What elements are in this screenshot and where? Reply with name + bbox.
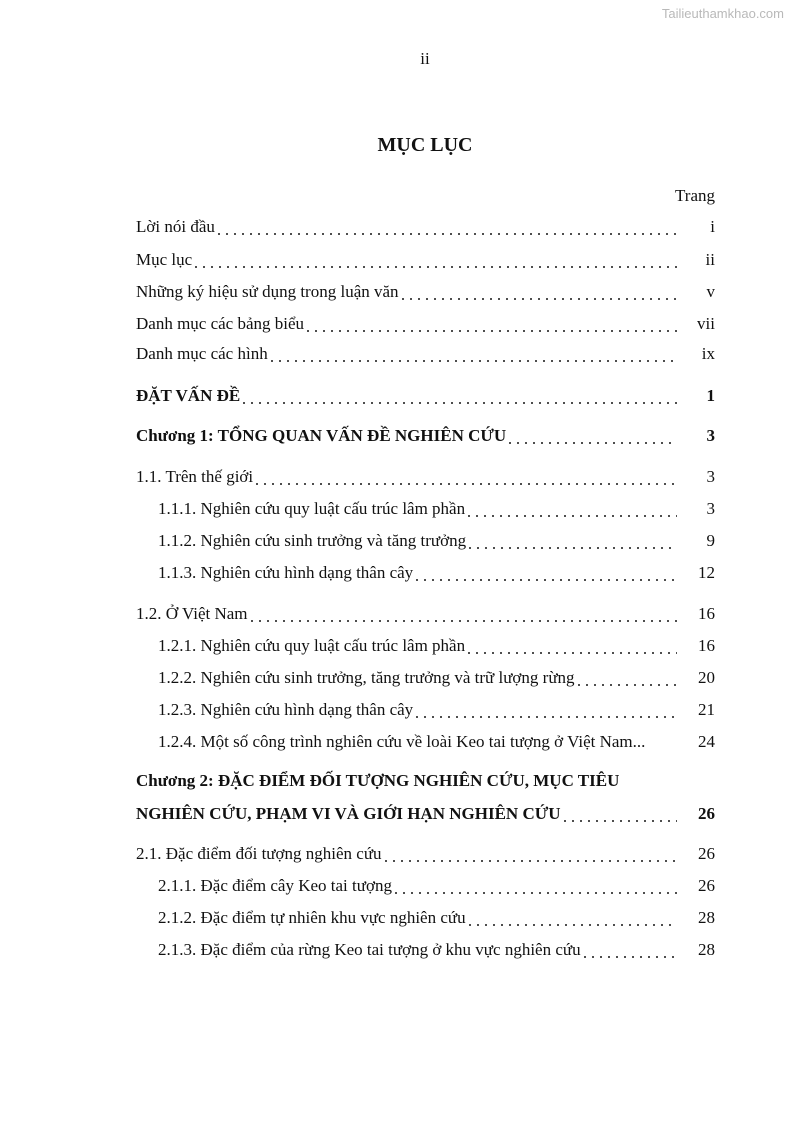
toc-entry-title: 2.1.1. Đặc điểm cây Keo tai tượng xyxy=(158,876,392,895)
dot-leader xyxy=(466,530,677,552)
toc-entry-title: Danh mục các hình xyxy=(136,344,268,363)
toc-entry-title: 2.1.3. Đặc điểm của rừng Keo tai tượng ở khu vực nghiên cứu xyxy=(158,940,581,959)
toc-entry[interactable] xyxy=(158,731,715,753)
toc-entry[interactable] xyxy=(136,216,715,238)
dot-leader xyxy=(575,667,677,689)
toc-entry-title: 2.1. Đặc điểm đối tượng nghiên cứu xyxy=(136,844,382,863)
toc-entry-page: 26 xyxy=(698,804,715,823)
dot-leader xyxy=(581,939,677,961)
toc-entry-page: 28 xyxy=(698,908,715,927)
toc-entry-page: 20 xyxy=(698,668,715,687)
dot-leader xyxy=(248,603,677,625)
toc-entry-page: v xyxy=(706,282,715,301)
toc-entry-page: 1 xyxy=(706,386,715,405)
toc-entry[interactable] xyxy=(136,343,715,365)
dot-leader xyxy=(304,313,677,335)
toc-entry[interactable] xyxy=(136,770,715,792)
toc-entry-page: ix xyxy=(701,344,715,363)
page-column-label: Trang xyxy=(675,186,715,205)
toc-entry[interactable] xyxy=(136,803,715,825)
toc-entry-page: ii xyxy=(705,250,715,269)
toc-entry-page: 3 xyxy=(706,467,715,486)
toc-entry-page: 21 xyxy=(698,700,715,719)
toc-entry[interactable] xyxy=(158,939,715,961)
toc-entry[interactable] xyxy=(136,249,715,271)
toc-entry[interactable] xyxy=(158,667,715,689)
toc-entry-title: 1.1.2. Nghiên cứu sinh trưởng và tăng trưởng xyxy=(158,531,467,550)
toc-entry[interactable] xyxy=(136,603,715,625)
dot-leader xyxy=(392,875,677,897)
dot-leader xyxy=(192,249,677,271)
toc-entry-page: 12 xyxy=(698,563,715,582)
dot-leader xyxy=(506,425,677,447)
toc-entry-title: 1.1.3. Nghiên cứu hình dạng thân cây xyxy=(158,563,414,582)
toc-entry-page: 26 xyxy=(698,876,715,895)
toc-entry[interactable] xyxy=(136,425,715,447)
dot-leader xyxy=(215,216,677,238)
toc-entry[interactable] xyxy=(158,498,715,520)
toc-entry-title: 1.1. Trên thế giới xyxy=(136,467,254,486)
dot-leader xyxy=(465,635,677,657)
toc-entry-page: vii xyxy=(697,314,715,333)
toc-entry-title: 1.2.3. Nghiên cứu hình dạng thân cây xyxy=(158,700,414,719)
toc-entry-title: Chương 1: TỔNG QUAN VẤN ĐỀ NGHIÊN CỨU xyxy=(136,426,507,445)
toc-entry[interactable] xyxy=(136,313,715,335)
toc-entry[interactable] xyxy=(136,466,715,488)
toc-entry-title: Lời nói đầu xyxy=(136,217,215,236)
dot-leader xyxy=(399,281,677,303)
toc-entry-title: Mục lục xyxy=(136,250,193,269)
toc-entry-page: 24 xyxy=(698,732,715,751)
toc-entry[interactable] xyxy=(158,635,715,657)
toc-entry[interactable] xyxy=(136,281,715,303)
toc-entry-title: NGHIÊN CỨU, PHẠM VI VÀ GIỚI HẠN NGHIÊN CỨU xyxy=(136,804,561,823)
toc-entry-page: i xyxy=(710,217,715,236)
page-title: MỤC LỤC xyxy=(377,134,473,156)
toc-entry-title: 2.1.2. Đặc điểm tự nhiên khu vực nghiên cứu xyxy=(158,908,466,927)
toc-entry[interactable] xyxy=(158,530,715,552)
toc-entry-page: 16 xyxy=(698,636,715,655)
toc-entry[interactable] xyxy=(136,843,715,865)
toc-entry[interactable] xyxy=(158,875,715,897)
toc-entry-page: 16 xyxy=(698,604,715,623)
watermark: Tailieuthamkhao.com xyxy=(661,6,784,21)
toc-entry-page: 26 xyxy=(698,844,715,863)
dot-leader xyxy=(382,843,677,865)
toc-entry-title: Những ký hiệu sử dụng trong luận văn xyxy=(136,282,399,301)
toc-entry-title: 1.2.2. Nghiên cứu sinh trưởng, tăng trưởng và trữ lượng rừng xyxy=(158,668,575,687)
toc-entry-title: 1.2.4. Một số công trình nghiên cứu về loài Keo tai tượng ở Việt Nam... xyxy=(158,732,646,751)
toc-entry-title: ĐẶT VẤN ĐỀ xyxy=(136,386,241,405)
page-number: ii xyxy=(420,49,430,68)
dot-leader xyxy=(413,699,677,721)
toc-entry[interactable] xyxy=(136,385,715,407)
toc-entry-title: Chương 2: ĐẶC ĐIỂM ĐỐI TƯỢNG NGHIÊN CỨU, MỤC TIÊU xyxy=(136,771,620,790)
dot-leader xyxy=(466,907,677,929)
toc-entry-title: 1.2.1. Nghiên cứu quy luật cấu trúc lâm phần xyxy=(158,636,466,655)
dot-leader xyxy=(240,385,677,407)
toc-entry-page: 28 xyxy=(698,940,715,959)
toc-entry-title: Danh mục các bảng biểu xyxy=(136,314,305,333)
toc-entry[interactable] xyxy=(158,699,715,721)
dot-leader xyxy=(268,343,677,365)
toc-entry-page: 3 xyxy=(706,499,715,518)
toc-entry[interactable] xyxy=(158,562,715,584)
dot-leader xyxy=(253,466,677,488)
toc-entry-title: 1.2. Ở Việt Nam xyxy=(136,604,248,623)
dot-leader xyxy=(413,562,677,584)
toc-entry-page: 3 xyxy=(706,426,715,445)
toc-entry-title: 1.1.1. Nghiên cứu quy luật cấu trúc lâm phần xyxy=(158,499,466,518)
dot-leader xyxy=(561,803,677,825)
dot-leader xyxy=(465,498,677,520)
toc-entry[interactable] xyxy=(158,907,715,929)
toc-entry-page: 9 xyxy=(706,531,715,550)
